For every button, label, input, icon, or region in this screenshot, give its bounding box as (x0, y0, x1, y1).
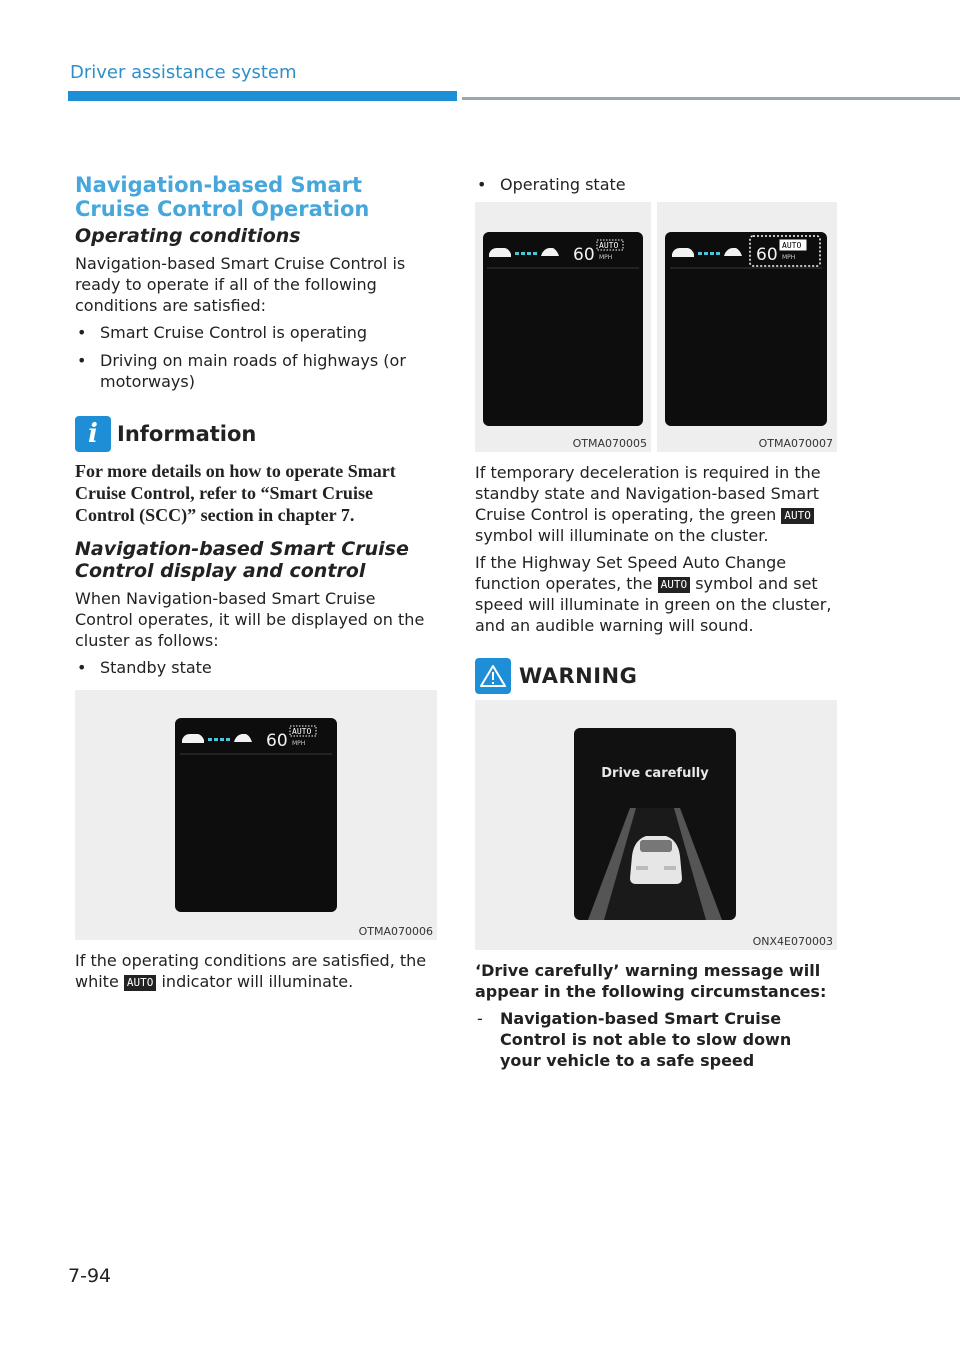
own-vehicle-icon (724, 248, 742, 256)
warning-icon (475, 658, 511, 694)
set-speed: 60 (266, 731, 288, 751)
operating-conditions-intro: Navigation-based Smart Cruise Control is ready to operate if all of the following conditions are satisfied: (75, 254, 406, 315)
section-title: Navigation-based Smart Cruise Control Operation (75, 173, 370, 221)
cluster-screen (665, 232, 827, 426)
set-speed: 60 (573, 245, 595, 265)
auto-badge: AUTO (782, 241, 802, 250)
information-box-header (75, 416, 437, 452)
cluster-screen (483, 232, 643, 426)
deceleration-text: If temporary deceleration is required in the standby state and Navigation-based Smart Cruise Control is operating, the green AUTO symbol will illuminate on the cluster. (475, 463, 821, 545)
car-icon (630, 836, 682, 884)
figure-pair (475, 202, 837, 452)
warning-title: WARNING (519, 664, 638, 688)
gap-dots (515, 252, 537, 255)
road-graphic (574, 728, 736, 920)
auto-indicator-icon: AUTO (124, 975, 157, 991)
set-speed: 60 (756, 245, 778, 265)
warning-intro: ‘Drive carefully’ warning message will appear in the following circumstances: (475, 961, 827, 1001)
left-column (75, 173, 437, 998)
figure-operating-1 (475, 202, 651, 452)
auto-badge: AUTO (599, 241, 619, 250)
list-item: • Operating state (477, 175, 626, 194)
operating-conditions-heading: Operating conditions (75, 225, 301, 247)
figure-caption: OTMA070007 (758, 437, 833, 450)
information-title: Information (117, 422, 257, 446)
cluster-hud (175, 718, 337, 758)
list-item: - Navigation-based Smart Cruise Control is not able to slow down your vehicle to a safe speed (477, 1009, 792, 1070)
cluster-hud (665, 232, 827, 272)
figure-caption: ONX4E070003 (752, 935, 833, 948)
info-icon: i (75, 416, 111, 452)
auto-badge: AUTO (292, 727, 312, 736)
speed-unit: MPH (782, 254, 796, 261)
cluster-hud-graphic (665, 232, 827, 272)
speed-change-text: If the Highway Set Speed Auto Change function operates, the AUTO symbol and set speed will illuminate in green on the cluster, and an audible warning will sound. (475, 553, 832, 635)
header-bar-blue (68, 91, 457, 101)
warning-header (475, 658, 837, 694)
list-item: • Standby state (77, 658, 212, 677)
warning-message: Drive carefully (601, 766, 709, 781)
list-item: • Driving on main roads of highways (or motorways) (77, 351, 406, 391)
cluster-hud-graphic (175, 718, 337, 758)
right-column (475, 173, 837, 1071)
standby-result-text: If the operating conditions are satisfied, the white AUTO indicator will illuminate. (75, 951, 427, 991)
vehicle-ahead-icon (182, 734, 204, 743)
own-vehicle-icon (541, 248, 559, 256)
figure-caption: OTMA070005 (572, 437, 647, 450)
cluster-screen (175, 718, 337, 912)
figure-caption: OTMA070006 (358, 925, 433, 938)
cluster-hud-graphic (483, 232, 643, 272)
speed-unit: MPH (599, 254, 613, 261)
figure-standby (75, 690, 437, 940)
information-text: For more details on how to operate Smart Cruise Control, refer to “Smart Cruise Control (SCC)” section in chapter 7. (75, 461, 396, 525)
display-intro: When Navigation-based Smart Cruise Control operates, it will be displayed on the cluster as follows: (75, 589, 425, 650)
display-heading: Navigation-based Smart Cruise Control display and control (75, 538, 409, 582)
speed-unit: MPH (292, 740, 306, 747)
figure-drive-carefully (475, 700, 837, 950)
warning-screen (574, 728, 736, 920)
section-header: Driver assistance system (70, 62, 297, 83)
auto-indicator-icon: AUTO (658, 577, 691, 593)
auto-indicator-icon: AUTO (781, 508, 814, 524)
own-vehicle-icon (234, 734, 252, 742)
vehicle-ahead-icon (489, 248, 511, 257)
figure-operating-2 (657, 202, 837, 452)
list-item: • Smart Cruise Control is operating (77, 323, 368, 342)
header-bar-gray (462, 97, 960, 100)
vehicle-ahead-icon (672, 248, 694, 257)
gap-dots (698, 252, 720, 255)
cluster-hud (483, 232, 643, 272)
gap-dots (208, 738, 230, 741)
page-number: 7-94 (68, 1265, 112, 1287)
